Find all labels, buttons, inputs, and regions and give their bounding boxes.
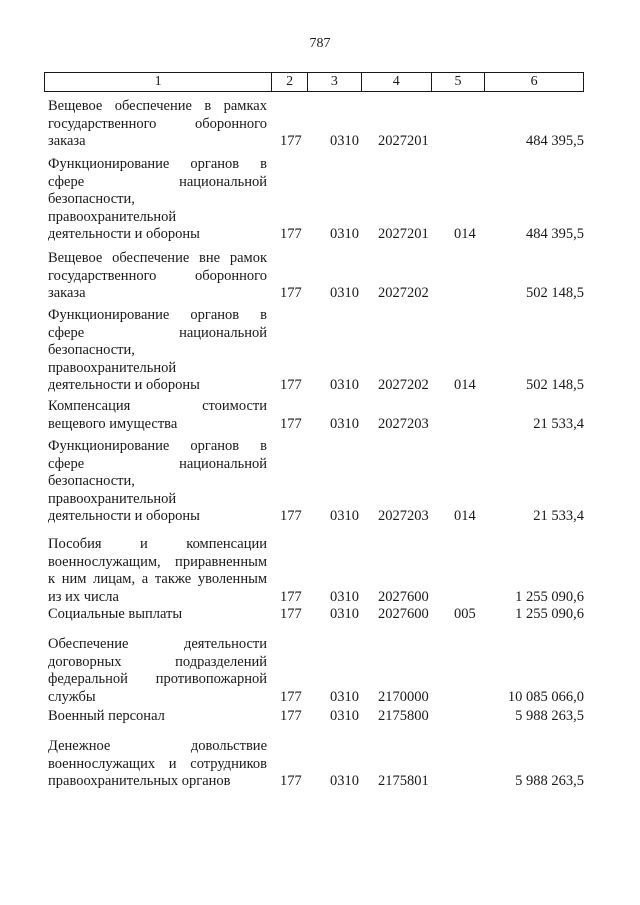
row-ved-code: 177 [280, 133, 302, 149]
row-expense-type: 014 [454, 226, 476, 242]
row-amount: 5 988 263,5 [515, 773, 584, 789]
row-ved-code: 177 [280, 773, 302, 789]
row-description-line: Компенсация стоимости [48, 398, 267, 414]
row-description [48, 98, 267, 151]
row-target-code: 2027201 [378, 226, 429, 242]
row-ved-code: 177 [280, 588, 302, 605]
row-target-code: 2027600 [378, 588, 429, 605]
row-description [48, 438, 267, 526]
row-description-line: Военный персонал [48, 708, 165, 724]
header-col-1: 1 [45, 73, 272, 91]
table-row [44, 398, 584, 433]
row-section-code: 0310 [330, 285, 359, 301]
row-description-line: безопасности, [48, 473, 135, 489]
row-description-line: правоохранительных органов [48, 773, 231, 789]
row-description-line: заказа [48, 285, 86, 301]
row-ved-code: 177 [280, 377, 302, 393]
row-description-line: государственного оборонного [48, 267, 267, 284]
row-description-line: правоохранительной [48, 359, 177, 376]
row-section-code: 0310 [330, 708, 359, 724]
row-description-line: правоохранительной [48, 490, 177, 507]
table-row [44, 606, 584, 624]
row-ved-code: 177 [280, 226, 302, 242]
row-description-line: заказа [48, 133, 86, 149]
row-amount: 21 533,4 [533, 508, 584, 524]
row-description-line: из их числа [48, 588, 119, 605]
row-target-code: 2027600 [378, 606, 429, 622]
row-description-line: деятельности и обороны [48, 508, 200, 524]
table-row [44, 536, 584, 606]
row-target-code: 2027202 [378, 285, 429, 301]
row-description-line: сфере национальной [48, 324, 267, 341]
row-description-line: Пособия и компенсации [48, 536, 267, 552]
row-description-line: Функционирование органов в [48, 156, 267, 172]
table-row [44, 738, 584, 791]
row-amount: 502 148,5 [526, 285, 584, 301]
row-target-code: 2170000 [378, 688, 429, 705]
row-expense-type: 014 [454, 377, 476, 393]
row-section-code: 0310 [330, 415, 359, 432]
table-row [44, 98, 584, 151]
row-description-line: Вещевое обеспечение в рамках [48, 98, 267, 114]
row-description [48, 536, 267, 606]
header-col-4: 4 [362, 73, 432, 91]
row-expense-type: 014 [454, 508, 476, 524]
row-ved-code: 177 [280, 708, 302, 724]
row-description-line: военнослужащим, приравненным [48, 553, 267, 570]
header-col-6: 6 [530, 74, 538, 89]
row-description-line: правоохранительной [48, 208, 177, 225]
row-description-line: деятельности и обороны [48, 377, 200, 393]
row-description-line: Функционирование органов в [48, 438, 267, 454]
row-amount: 484 395,5 [526, 226, 584, 242]
row-description-line: сфере национальной [48, 173, 267, 190]
row-description-line: вещевого имущества [48, 415, 178, 432]
row-description-line: военнослужащих и сотрудников [48, 755, 267, 772]
row-description [48, 708, 267, 726]
row-description-line: договорных подразделений [48, 653, 267, 670]
row-description [48, 156, 267, 244]
row-target-code: 2175801 [378, 773, 429, 789]
row-ved-code: 177 [280, 415, 302, 432]
header-col-5: 5 [432, 73, 486, 91]
row-target-code: 2027201 [378, 133, 429, 149]
row-description [48, 738, 267, 791]
row-target-code: 2027203 [378, 508, 429, 524]
row-section-code: 0310 [330, 606, 359, 622]
row-amount: 10 085 066,0 [507, 688, 584, 705]
row-description [48, 636, 267, 706]
page-number: 787 [309, 36, 331, 51]
row-description [48, 307, 267, 395]
row-description-line: службы [48, 688, 96, 705]
row-amount: 484 395,5 [526, 133, 584, 149]
row-description-line: безопасности, [48, 342, 135, 358]
row-target-code: 2175800 [378, 708, 429, 724]
row-description-line: Вещевое обеспечение вне рамок [48, 250, 267, 266]
row-section-code: 0310 [330, 773, 359, 789]
row-section-code: 0310 [330, 377, 359, 393]
table-row [44, 307, 584, 395]
table-row [44, 156, 584, 244]
row-section-code: 0310 [330, 508, 359, 524]
row-description-line: Функционирование органов в [48, 307, 267, 323]
row-description-line: федеральной противопожарной [48, 671, 267, 687]
header-col-3: 3 [308, 73, 362, 91]
row-description-line: безопасности, [48, 191, 135, 207]
row-description-line: деятельности и обороны [48, 226, 200, 242]
row-description-line: Обеспечение деятельности [48, 636, 267, 652]
row-amount: 1 255 090,6 [515, 588, 584, 605]
row-amount: 21 533,4 [533, 415, 584, 432]
table-row [44, 250, 584, 303]
row-description [48, 398, 267, 433]
table-row [44, 708, 584, 726]
row-description-line: Денежное довольствие [48, 738, 267, 754]
row-amount: 1 255 090,6 [515, 606, 584, 622]
row-amount: 5 988 263,5 [515, 708, 584, 724]
row-section-code: 0310 [330, 133, 359, 149]
row-section-code: 0310 [330, 688, 359, 705]
row-amount: 502 148,5 [526, 377, 584, 393]
row-description [48, 606, 267, 624]
row-description [48, 250, 267, 303]
row-section-code: 0310 [330, 588, 359, 605]
header-col-2: 2 [272, 73, 308, 91]
table-row [44, 636, 584, 706]
row-description-line: сфере национальной [48, 455, 267, 472]
row-expense-type: 005 [454, 606, 476, 622]
row-description-line: государственного оборонного [48, 115, 267, 132]
table-header [44, 72, 584, 92]
row-target-code: 2027202 [378, 377, 429, 393]
row-ved-code: 177 [280, 508, 302, 524]
row-description-line: к ним лицам, а также уволенным [48, 571, 267, 587]
row-description-line: Социальные выплаты [48, 606, 183, 622]
table-row [44, 438, 584, 526]
row-section-code: 0310 [330, 226, 359, 242]
row-target-code: 2027203 [378, 415, 429, 432]
row-ved-code: 177 [280, 606, 302, 622]
row-ved-code: 177 [280, 688, 302, 705]
row-ved-code: 177 [280, 285, 302, 301]
